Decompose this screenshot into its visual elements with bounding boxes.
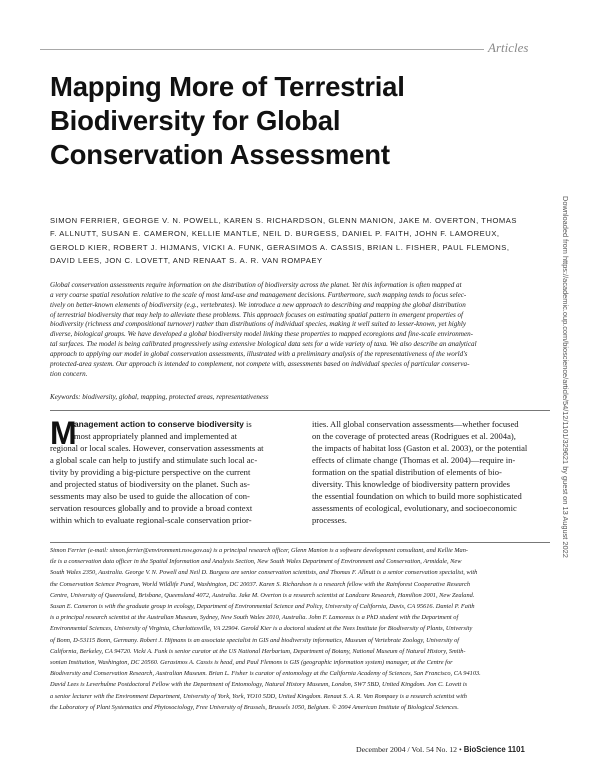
abstract-line: diverse, biological groups. We have developed a global biodiversity model linking these properties to mapped ecoregions and fine-scale environmen- (50, 330, 474, 339)
footnote-line: South Wales 2350, Australia. George V. N. Powell and Neil D. Burgess are senior conservation scientists, and Thomas F. Allnutt is a senior conservation specialist, with (50, 569, 478, 577)
footnote-line: California, Berkeley, CA 94720. Vicki A. Funk is senior curator at the US National Herbarium, Department of Botany, National Museum of Natural History, Smith- (50, 647, 466, 655)
body-line: effects of climate change (Thomas et al. 2004)—require in- (312, 454, 516, 465)
body-column-right (312, 419, 552, 527)
footnote-line: is a principal research scientist at the Australian Museum, Sydney, New South Wales 2010, Australia. John F. Lamoreux is a PhD student with the Department of (50, 614, 459, 622)
header-rule (40, 49, 484, 50)
footnote-line: sonian Institution, Washington, DC 20560. Gerasimos A. Cassis is head, and Paul Flemons is GIS (geographic information system) manager, at the Centre for (50, 659, 453, 667)
footnote-line: Biodiversity and Conservation Research, Australian Museum. Brian L. Fisher is curator of entomology at the California Academy of Sciences, San Francisco, CA 94103. (50, 670, 481, 678)
body-line (50, 419, 286, 431)
abstract-line: of terrestrial biodiversity that may help to alleviate these problems. This approach focuses on estimating spatial pattern in emergent properties of (50, 310, 464, 319)
article-title (50, 70, 490, 172)
body-line: tivity by providing a big-picture perspective on the current (50, 466, 251, 477)
section-label: Articles (488, 40, 529, 55)
author-line: F. ALLNUTT, SUSAN E. CAMERON, KELLIE MANTLE, NEIL D. BURGESS, DANIEL P. FAITH, JOHN F. LAMOREUX, (50, 229, 500, 239)
body-line: the impacts of habitat loss (Gaston et al. 2003), or the potential (312, 442, 528, 453)
abstract-line: approach to applying our model in global conservation assessments, illustrated with a preliminary analysis of the representativeness of the world's (50, 349, 468, 358)
body-line: ities. All global conservation assessments—whether focused (312, 419, 519, 429)
abstract-line: biodiversity (richness and compositional turnover) rather than distributions of individual species, making it well suited to lesser-known, yet highly (50, 320, 466, 329)
lead-in-rest: is (243, 419, 252, 429)
body-line: servation resources globally and to provide a broad context (50, 502, 253, 513)
abstract-line: tion concern. (50, 369, 88, 378)
body-line: the essential foundation on which to build more sophisticated (312, 490, 522, 501)
body-line: regional or local scales. However, conservation assessments at (50, 442, 264, 453)
title-line: Biodiversity for Global (50, 105, 341, 136)
body-line: a global scale can help to justify and stimulate such local ac- (50, 454, 258, 465)
body-line: processes. (312, 514, 347, 525)
lead-in: anagement action to conserve biodiversity (74, 419, 244, 429)
page-number: 1101 (505, 745, 525, 754)
abstract-line: Global conservation assessments require information on the distribution of biodiversity across the planet. Yet this information is often mapped at (50, 281, 462, 289)
keywords: Keywords: biodiversity, global, mapping, protected areas, representativeness (50, 393, 269, 401)
footnote-line: the Conservation Science Program, World Wildlife Fund, Washington, DC 20037. Karen S. Richardson is a research fellow with the Rainforest Cooperative Research (50, 580, 471, 588)
abstract-line: a very coarse spatial resolution relative to the scale of most land-use and management decisions. Furthermore, such mapping tends to focus selec- (50, 290, 467, 299)
abstract (50, 281, 562, 379)
footnote-line: the Laboratory of Plant Systematics and Phytosociology, Free University of Brussels, Brussels 1050, Belgium. © 2004 American Institute of Biological Sciences. (50, 703, 459, 711)
abstract-line: tal surfaces. The model is being calibrated progressively using extensive biological data sets for a wide variety of taxa. We also describe an analytical (50, 340, 477, 349)
author-line: DAVID LEES, JON C. LOVETT, AND RENAAT S. A. R. VAN ROMPAEY (50, 256, 323, 266)
author-affiliations (50, 545, 560, 713)
body-line: and projected status of biodiversity on the planet. Such as- (50, 478, 250, 489)
abstract-line: tively on better-known elements of biodiversity (e.g., vertebrates). We introduce a new approach to describing and mapping the global distribution (50, 300, 466, 309)
body-line: on the coverage of protected areas (Rodrigues et al. 2004a), (312, 430, 516, 441)
footnote-line: of Bonn, D-53115 Bonn, Germany. Robert J. Hijmans is an associate specialist in GIS and biodiversity informatics, Museum of Vertebrate Zoology, University of (50, 636, 460, 644)
footnote-line: a senior lecturer with the Environment Department, University of York, York, YO10 5DD, United Kingdom. Renaat S. A. R. Van Rompaey is a research scientist with (50, 692, 467, 700)
issue-info: December 2004 / Vol. 54 No. 12 • (356, 745, 464, 754)
title-line: Mapping More of Terrestrial (50, 71, 405, 102)
footnote-line: Simon Ferrier (e-mail: simon.ferrier@environment.nsw.gov.au) is a principal research officer, Glenn Manion is a software development consultant, and Kellie Man- (50, 547, 468, 554)
page-footer (356, 745, 525, 754)
title-line: Conservation Assessment (50, 139, 390, 170)
body-line: formation on the spatial distribution of elements of bio- (312, 466, 502, 477)
body-line: assessments of ecological, evolutionary, and socioeconomic (312, 502, 517, 513)
author-line: GEROLD KIER, ROBERT J. HIJMANS, VICKI A. FUNK, GERASIMOS A. CASSIS, BRIAN L. FISHER, PAUL FLEMONS, (50, 242, 510, 252)
footnote-line: Environmental Sciences, University of Virginia, Charlottesville, VA 22904. Gerold Kier is a doctoral student at the Nees Institute for Biodiversity of Plants, University (50, 625, 473, 633)
body-line: within which to evaluate regional-scale conservation prior- (50, 514, 252, 525)
abstract-line: protected-area system. Our approach is intended to complement, not compete with, assessments based on individual species of particular conserva- (50, 359, 470, 368)
abstract-rule (50, 410, 550, 411)
download-note: Downloaded from https://academic.oup.com/bioscience/article/54/12/1101/329621 by guest on 13 August 2022 (561, 196, 570, 558)
journal-name: BioScience (463, 745, 506, 754)
body-column-left (50, 415, 286, 527)
footnote-line: tle is a conservation data officer in the Spatial Information and Analysis Section, New South Wales Department of Environment and Conservation, Armidale, New (50, 558, 462, 566)
footnote-line: Centre, University of Queensland, Brisbane, Queensland 4072, Australia. Jake M. Overton is a research scientist at Landcare Research, Hamilton 2001, New Zealand. (50, 591, 475, 599)
footnote-rule (50, 542, 550, 543)
body-line: sessments may also be used to guide the allocation of con- (50, 490, 250, 501)
body-line: diversity. This knowledge of biodiversity pattern provides (312, 478, 510, 489)
drop-cap: M (50, 415, 77, 451)
author-line: SIMON FERRIER, GEORGE V. N. POWELL, KAREN S. RICHARDSON, GLENN MANION, JAKE M. OVERTON, THOMAS (50, 216, 518, 225)
footnote-line: David Lees is Leverhulme Postdoctoral Fellow with the Department of Entomology, Natural History Museum, London, SW7 5BD, United Kingdom. Jon C. Lovett is (50, 681, 468, 689)
footnote-line: Susan E. Cameron is with the graduate group in ecology, Department of Environmental Science and Policy, University of California, Davis, CA 95616. Daniel P. Faith (50, 603, 475, 611)
author-list (50, 214, 550, 268)
body-line: most appropriately planned and implemented at (74, 430, 238, 441)
